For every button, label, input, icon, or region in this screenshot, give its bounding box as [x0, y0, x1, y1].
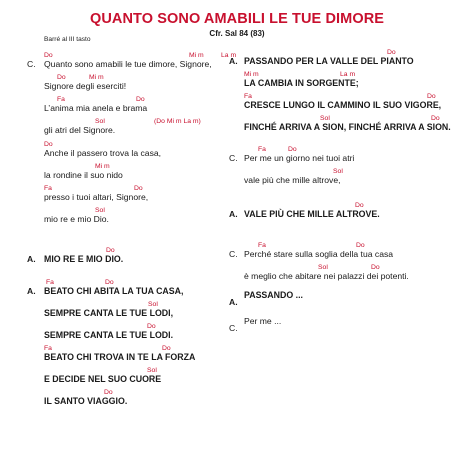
speaker-label: A.: [229, 56, 238, 66]
chord: Do: [134, 185, 143, 192]
refrain-lyric: SEMPRE CANTA LE TUE LODI,: [44, 308, 174, 318]
speaker-label: A.: [27, 254, 36, 264]
chord: Sol: [147, 367, 157, 374]
refrain-lyric: LA CAMBIA IN SORGENTE;: [244, 78, 359, 88]
chord: Fa: [57, 96, 65, 103]
lyric: L’anima mia anela e brama: [44, 103, 148, 113]
chord: Do: [105, 279, 114, 286]
chord: Fa: [258, 146, 266, 153]
speaker-label: C.: [229, 323, 238, 333]
lyric: gli atri del Signore.: [44, 125, 116, 135]
chord: Do: [162, 345, 171, 352]
chord: Do: [57, 74, 66, 81]
chord: Do: [355, 202, 364, 209]
lyric: Per me ...: [244, 316, 282, 326]
chord: Sol: [333, 168, 343, 175]
refrain-lyric: PASSANDO ...: [244, 290, 303, 300]
chord: Fa: [46, 279, 54, 286]
refrain-lyric: FINCHÉ ARRIVA A SION, FINCHÉ ARRIVA A SION.: [244, 122, 451, 132]
chord: Do: [44, 52, 53, 59]
chord: Do: [288, 146, 297, 153]
chord: Do: [44, 141, 53, 148]
lyric: Anche il passero trova la casa,: [44, 148, 162, 158]
refrain-lyric: IL SANTO VIAGGIO.: [44, 396, 128, 406]
chord: (Do Mi m La m): [154, 118, 201, 125]
lyric: la rondine il suo nido: [44, 170, 123, 180]
chord: Fa: [44, 185, 52, 192]
refrain-lyric: MIO RE E MIO DIO.: [44, 254, 124, 264]
speaker-label: C.: [229, 249, 238, 259]
lyric: mio re e mio Dio.: [44, 214, 109, 224]
refrain-lyric: SEMPRE CANTA LE TUE LODI.: [44, 330, 174, 340]
chord: Do: [136, 96, 145, 103]
refrain-lyric: VALE PIÙ CHE MILLE ALTROVE.: [244, 209, 380, 219]
refrain-lyric: PASSANDO PER LA VALLE DEL PIANTO: [244, 56, 414, 66]
chord: Mi m: [244, 71, 259, 78]
chord: Mi m: [95, 163, 110, 170]
speaker-label: A.: [229, 297, 238, 307]
refrain-lyric: CRESCE LUNGO IL CAMMINO IL SUO VIGORE,: [244, 100, 442, 110]
capo-note: Barré al III tasto: [44, 36, 91, 43]
chord: Sol: [95, 207, 105, 214]
chord: Fa: [244, 93, 252, 100]
speaker-label: A.: [229, 209, 238, 219]
song-title: QUANTO SONO AMABILI LE TUE DIMORE: [89, 11, 385, 27]
refrain-lyric: E DECIDE NEL SUO CUORE: [44, 374, 162, 384]
chord: Do: [427, 93, 436, 100]
lyric: vale più che mille altrove,: [244, 175, 341, 185]
chord: Do: [356, 242, 365, 249]
lyric: presso i tuoi altari, Signore,: [44, 192, 149, 202]
lyric: Signore degli eserciti!: [44, 81, 127, 91]
chord: Sol: [148, 301, 158, 308]
chord: Do: [387, 49, 396, 56]
lyric: Perché stare sulla soglia della tua casa: [244, 249, 394, 259]
speaker-label: A.: [27, 286, 36, 296]
chord: Do: [104, 389, 113, 396]
chord: La m: [221, 52, 237, 59]
chord: Fa: [44, 345, 52, 352]
chord: Sol: [95, 118, 105, 125]
refrain-lyric: BEATO CHI TROVA IN TE LA FORZA: [44, 352, 196, 362]
chord: Do: [106, 247, 115, 254]
lyric: è meglio che abitare nei palazzi dei potenti.: [244, 271, 409, 281]
chord: Do: [147, 323, 156, 330]
chord: La m: [340, 71, 356, 78]
refrain-lyric: BEATO CHI ABITA LA TUA CASA,: [44, 286, 184, 296]
lyric: Quanto sono amabili le tue dimore, Signore,: [44, 59, 212, 69]
chord: Fa: [258, 242, 266, 249]
lyric: Per me un giorno nei tuoi atri: [244, 153, 355, 163]
speaker-label: C.: [229, 153, 238, 163]
chord: Mi m: [89, 74, 104, 81]
chord: Do: [371, 264, 380, 271]
chord: Sol: [318, 264, 328, 271]
chord: Sol: [320, 115, 330, 122]
chord: Mi m: [189, 52, 204, 59]
speaker-label: C.: [27, 59, 36, 69]
psalm-reference: Cfr. Sal 84 (83): [209, 29, 265, 38]
chord: Do: [431, 115, 440, 122]
